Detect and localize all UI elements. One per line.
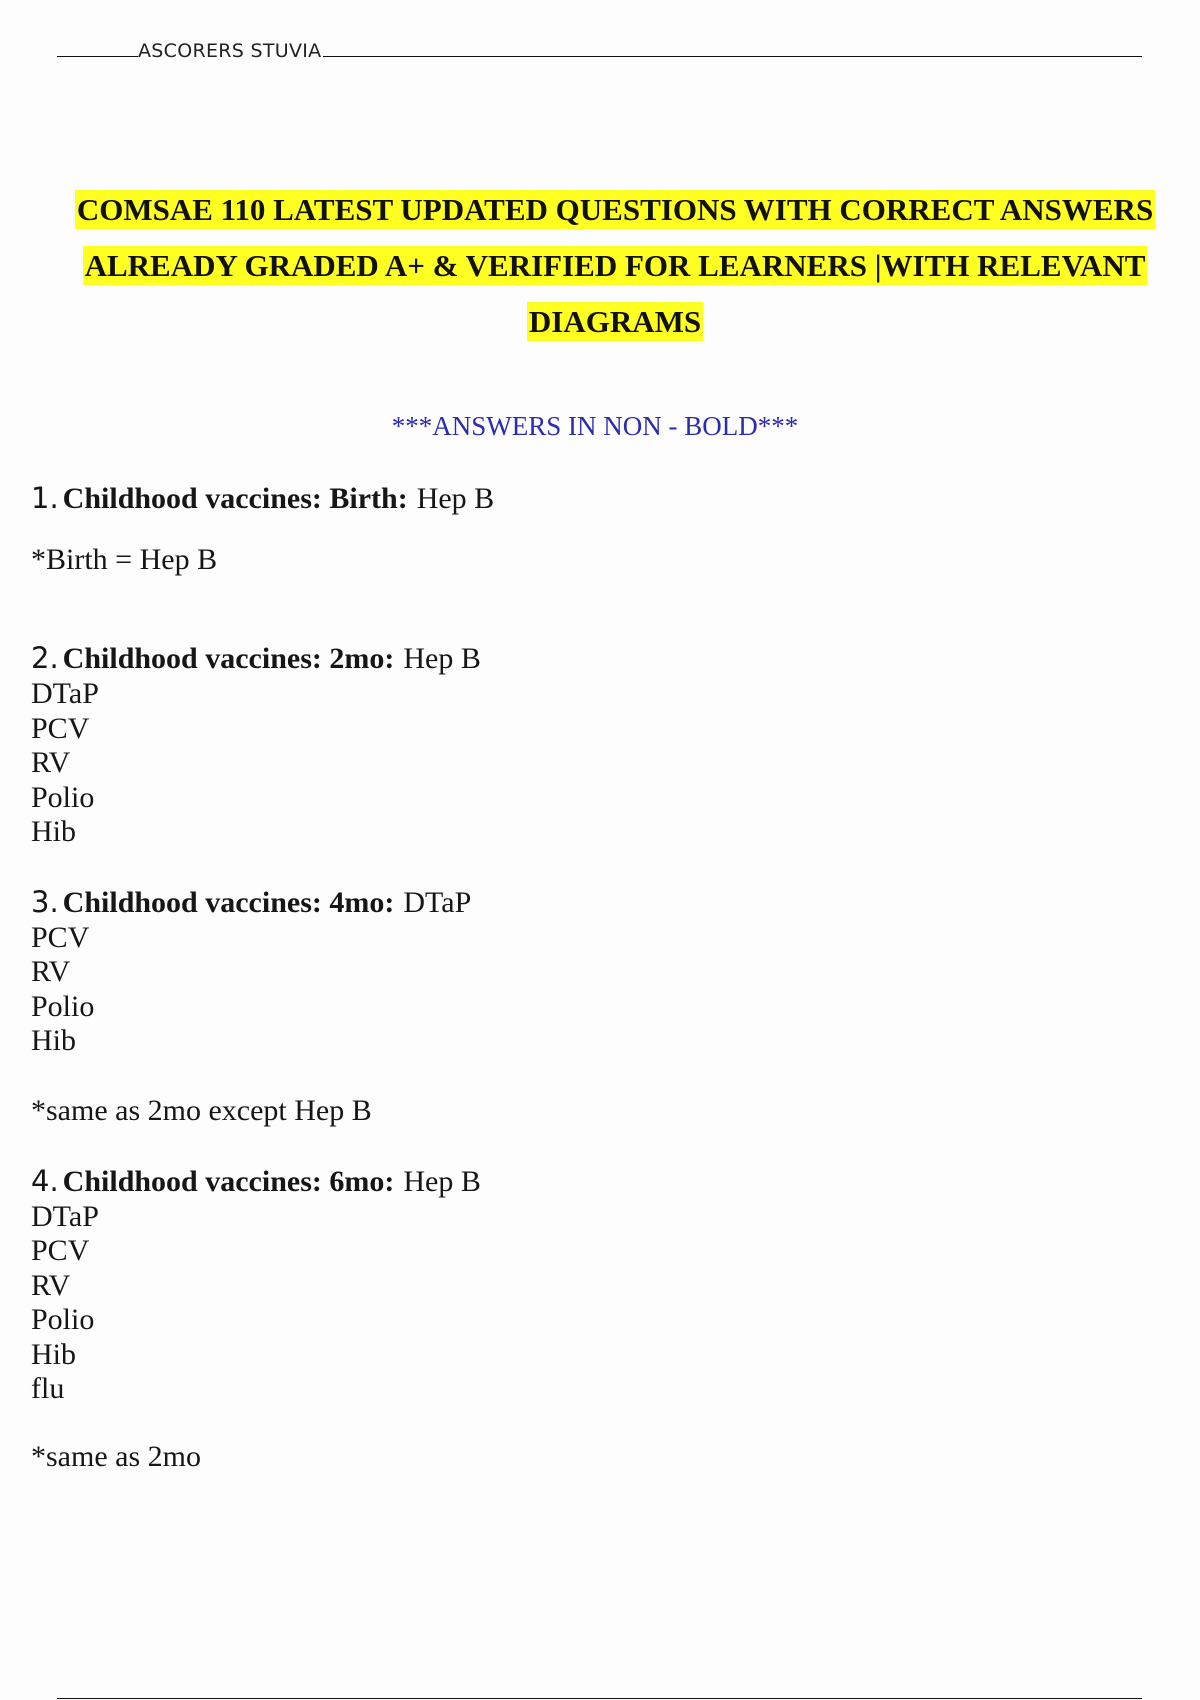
question-answer: Hep B [403,1164,481,1198]
answer-line: DTaP [31,677,99,710]
answer-line: Hib [31,1337,76,1371]
question-item [31,480,1171,578]
question-note: *same as 2mo except Hep B [31,1093,372,1127]
question-number: 2. [31,641,59,675]
answer-line: RV [31,955,71,988]
question-item [31,884,1171,1129]
title-line-1: COMSAE 110 LATEST UPDATED QUESTIONS WITH CORRECT ANSWERS [76,192,1154,227]
question-number: 4. [31,1163,59,1198]
question-answer: Hep B [403,642,481,675]
question-item [31,640,1171,850]
question-heading [31,640,1171,677]
question-answer: Hep B [416,482,495,515]
title-line-3: DIAGRAMS [528,304,702,339]
question-note: *same as 2mo [31,1439,201,1473]
footer-rule [57,1698,1142,1699]
header-watermark: ASCORERS STUVIA [138,40,322,62]
question-label: Childhood vaccines: 6mo: [62,1164,395,1198]
title-line-2: ALREADY GRADED A+ & VERIFIED FOR LEARNERS |WITH RELEVANT [84,248,1146,283]
answer-line: Polio [31,780,95,814]
question-item [31,1163,1171,1475]
answer-line: Hib [31,815,76,848]
question-heading [31,884,1171,921]
answer-line: PCV [31,711,90,745]
question-note: *Birth = Hep B [31,543,218,576]
answer-line: Polio [31,989,95,1023]
answer-line: flu [31,1372,65,1405]
answer-line: PCV [31,1234,90,1267]
question-number: 3. [31,884,59,919]
answer-line: DTaP [31,1199,99,1233]
answer-line: Polio [31,1303,95,1336]
answers-note: ***ANSWERS IN NON - BOLD*** [391,411,799,441]
question-label: Childhood vaccines: 4mo: [62,885,395,919]
answer-line: Hib [31,1024,76,1057]
question-label: Childhood vaccines: Birth: [62,482,408,515]
question-heading [31,1163,1171,1200]
question-label: Childhood vaccines: 2mo: [62,642,395,675]
answer-line: RV [31,746,71,779]
document-title [30,182,1200,350]
question-heading [31,480,1171,517]
answer-line: RV [31,1268,71,1302]
questions-list [31,480,1171,1475]
question-answer: DTaP [403,885,472,919]
answer-line: PCV [31,920,90,954]
question-number: 1. [31,481,59,515]
